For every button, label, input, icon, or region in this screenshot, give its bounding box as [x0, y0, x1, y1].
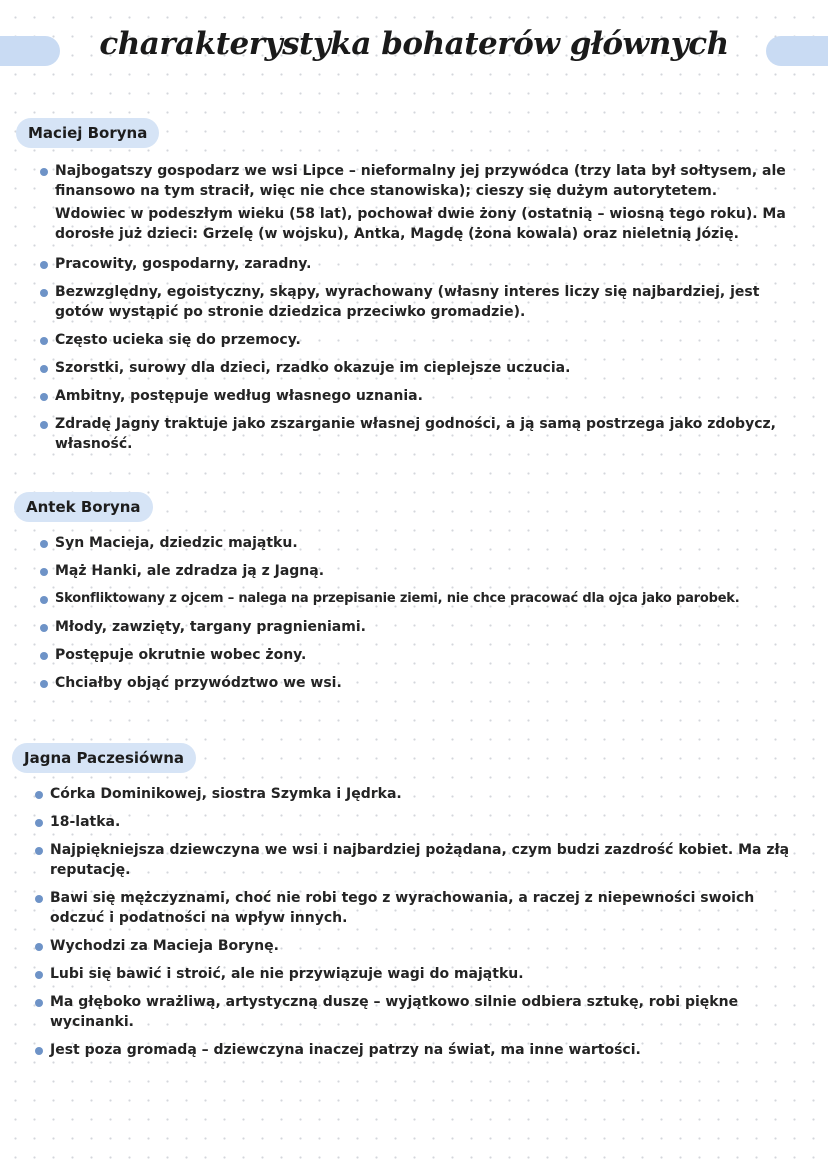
- list-item: Ma głęboko wrażliwą, artystyczną duszę – wyjątkowo silnie odbiera sztukę, robi piękne wycinanki.: [0, 992, 828, 1040]
- list-item: 18-latka.: [0, 812, 828, 840]
- bullet-dot-icon: [40, 680, 48, 688]
- bullet-dot-icon: [40, 337, 48, 345]
- bullet-list: [0, 784, 828, 1068]
- bullet-dot-icon: [40, 289, 48, 297]
- list-item: Lubi się bawić i stroić, ale nie przywiązuje wagi do majątku.: [0, 964, 828, 992]
- list-item: Szorstki, surowy dla dzieci, rzadko okazuje im cieplejsze uczucia.: [0, 358, 828, 386]
- section-heading: Antek Boryna: [14, 492, 153, 522]
- bullet-dot-icon: [40, 393, 48, 401]
- bullet-dot-icon: [35, 819, 43, 827]
- list-item: Bezwzględny, egoistyczny, skąpy, wyrachowany (własny interes liczy się najbardziej, jest gotów wystąpić po stronie dziedzica przeciwko gromadzie).: [0, 282, 828, 330]
- bullet-dot-icon: [40, 421, 48, 429]
- list-item: Jest poza gromadą – dziewczyna inaczej patrzy na świat, ma inne wartości.: [0, 1040, 828, 1068]
- bullet-dot-icon: [40, 652, 48, 660]
- list-item: Chciałby objąć przywództwo we wsi.: [0, 673, 828, 701]
- list-item: Skonfliktowany z ojcem – nalega na przepisanie ziemi, nie chce pracować dla ojca jako parobek.: [0, 589, 828, 617]
- list-item: Najbogatszy gospodarz we wsi Lipce – nieformalny jej przywódca (trzy lata był sołtysem, ale finansowo na tym stracił, więc nie chce stanowiska); cieszy się dużym autorytetem.: [0, 161, 828, 204]
- list-item: Córka Dominikowej, siostra Szymka i Jędrka.: [0, 784, 828, 812]
- list-item: Postępuje okrutnie wobec żony.: [0, 645, 828, 673]
- bullet-list: [0, 533, 828, 701]
- bullet-dot-icon: [35, 943, 43, 951]
- bullet-dot-icon: [35, 1047, 43, 1055]
- list-item: Najpiękniejsza dziewczyna we wsi i najbardziej pożądana, czym budzi zazdrość kobiet. Ma złą reputację.: [0, 840, 828, 888]
- bullet-dot-icon: [35, 847, 43, 855]
- list-item: Zdradę Jagny traktuje jako zszarganie własnej godności, a ją samą postrzega jako zdobycz, własność.: [0, 414, 828, 458]
- bullet-dot-icon: [35, 971, 43, 979]
- list-item: Syn Macieja, dziedzic majątku.: [0, 533, 828, 561]
- list-item: Mąż Hanki, ale zdradza ją z Jagną.: [0, 561, 828, 589]
- bullet-dot-icon: [40, 261, 48, 269]
- list-item: Pracowity, gospodarny, zaradny.: [0, 254, 828, 282]
- bullet-dot-icon: [40, 540, 48, 548]
- section-heading: Maciej Boryna: [16, 118, 159, 148]
- list-item: Często ucieka się do przemocy.: [0, 330, 828, 358]
- bullet-dot-icon: [40, 624, 48, 632]
- list-item: Bawi się mężczyznami, choć nie robi tego z wyrachowania, a raczej z niepewności swoich odczuć i podatności na wpływ innych.: [0, 888, 828, 936]
- bullet-dot-icon: [40, 596, 48, 604]
- bullet-list: [0, 161, 828, 458]
- bullet-dot-icon: [35, 999, 43, 1007]
- list-item: Młody, zawzięty, targany pragnieniami.: [0, 617, 828, 645]
- bullet-dot-icon: [35, 895, 43, 903]
- bullet-dot-icon: [35, 791, 43, 799]
- bullet-dot-icon: [40, 568, 48, 576]
- bullet-dot-icon: [40, 168, 48, 176]
- list-item: Wychodzi za Macieja Borynę.: [0, 936, 828, 964]
- list-item: Wdowiec w podeszłym wieku (58 lat), pochował dwie żony (ostatnią – wiosną tego roku). Ma dorosłe już dzieci: Grzelę (w wojsku), Antka, Magdę (żona kowala) oraz nieletnią Józię.: [55, 206, 786, 242]
- bullet-dot-icon: [40, 365, 48, 373]
- list-item: Ambitny, postępuje według własnego uznania.: [0, 386, 828, 414]
- page-title: charakterystyka bohaterów głównych: [99, 26, 729, 62]
- section-heading: Jagna Paczesiówna: [12, 743, 196, 773]
